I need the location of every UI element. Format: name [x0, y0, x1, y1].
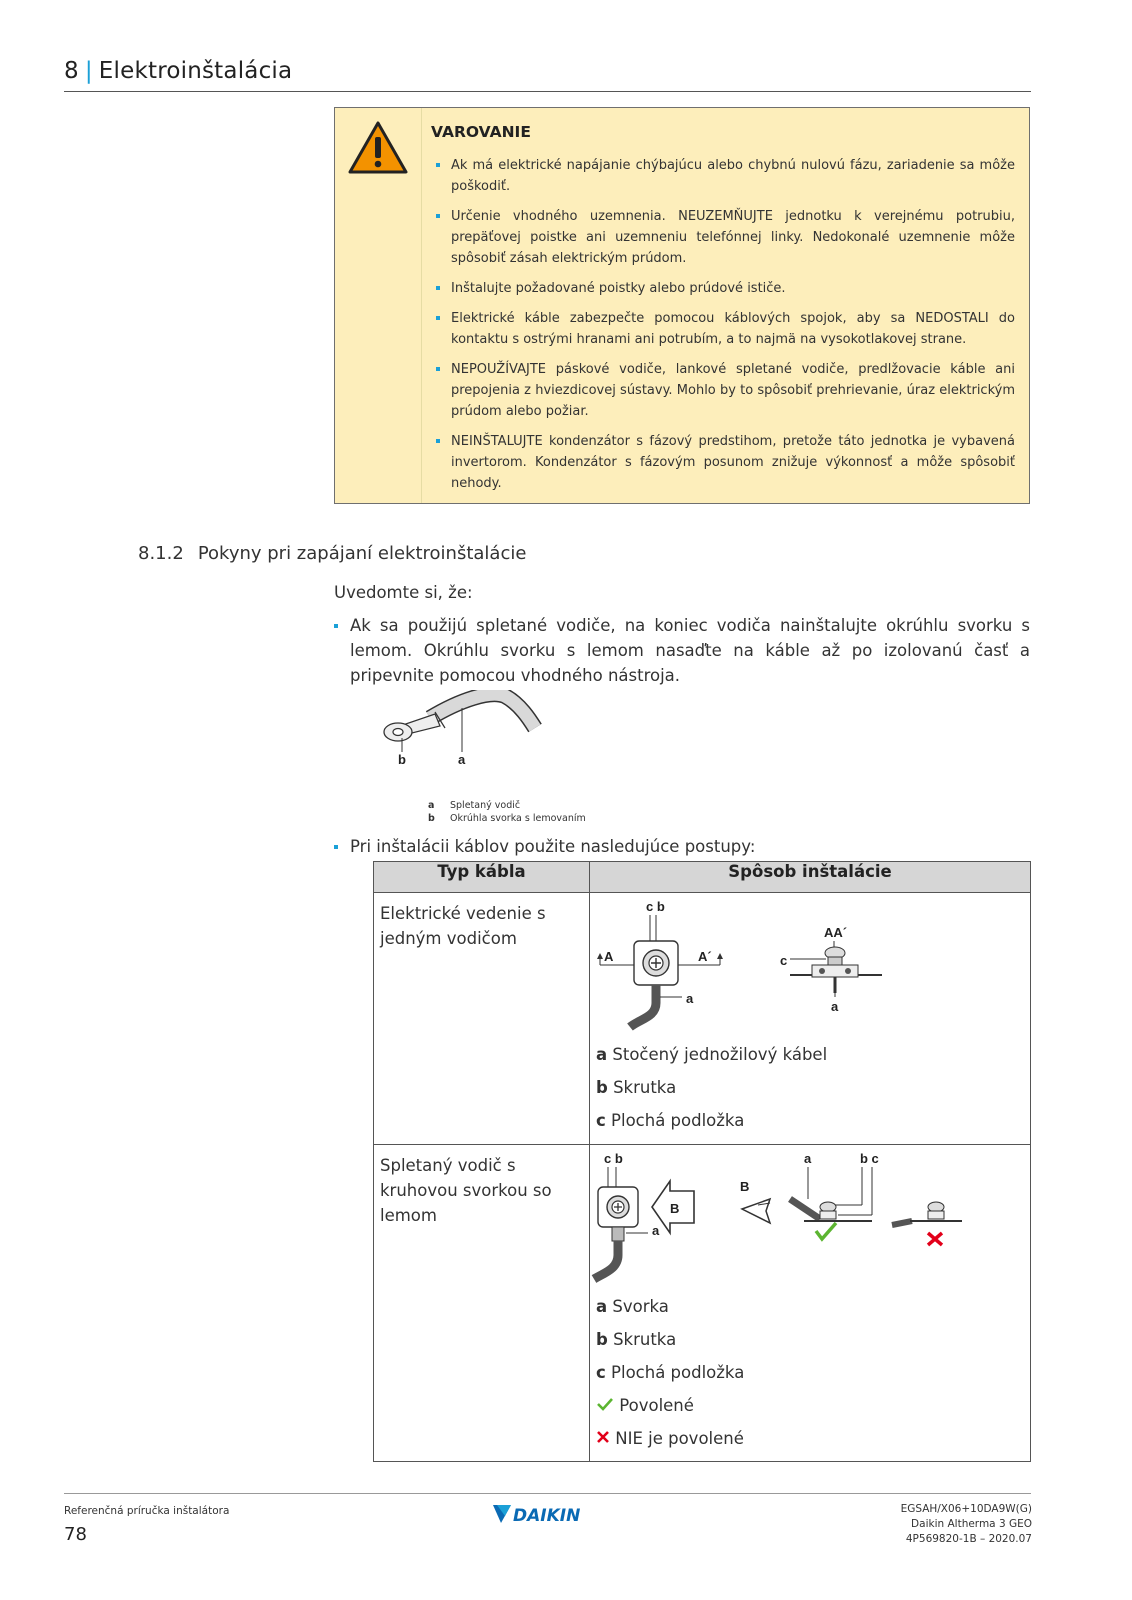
- footer-model-info: [901, 1502, 1032, 1547]
- fig2-label-A: A: [604, 949, 614, 964]
- legend-item: a Svorka: [596, 1297, 669, 1316]
- stranded-terminal-legend: [590, 1290, 1030, 1455]
- warning-item: NEINŠTALUJTE kondenzátor s fázový predstihom, pretože táto jednotka je vybavená invertorom. Kondenzátor s fázovým posunom znižuje výkonnosť a môže spôsobiť nehody.: [431, 431, 1015, 494]
- fig3-label-a2: a: [804, 1151, 812, 1166]
- fig3-label-bc: b c: [860, 1151, 879, 1166]
- stranded-terminal-figure: [590, 1145, 1030, 1290]
- warning-icon-column: [335, 108, 422, 503]
- footer-rule: [64, 1493, 1031, 1494]
- legend-item: c Plochá podložka: [596, 1111, 745, 1130]
- cable-type-cell: Elektrické vedenie s jedným vodičom: [374, 893, 590, 1145]
- check-icon: [596, 1397, 614, 1411]
- fig3-label-a: a: [652, 1223, 660, 1238]
- warning-title: VAROVANIE: [431, 123, 531, 141]
- fig3-label-B2: B: [740, 1179, 750, 1194]
- warning-item: Ak má elektrické napájanie chýbajúcu alebo chybnú nulovú fázu, zariadenie sa môže poškodiť.: [431, 155, 1015, 197]
- header-rule: [64, 91, 1031, 92]
- footer-doc-code: 4P569820-1B – 2020.07: [905, 1533, 1032, 1545]
- fig2-label-c: c: [780, 953, 788, 968]
- single-core-figure: [590, 893, 1030, 1038]
- daikin-logo: [493, 1503, 603, 1525]
- warning-item: Inštalujte požadované poistky alebo prúdové ističe.: [431, 278, 1015, 299]
- legend-item: c Plochá podložka: [596, 1363, 745, 1382]
- legend-item: b Skrutka: [596, 1330, 677, 1349]
- fig2-label-cb: c b: [646, 899, 665, 914]
- table-header-row: [374, 862, 1031, 893]
- bullet-text: Pri inštalácii káblov použite nasledujúce postupy:: [350, 837, 756, 856]
- warning-triangle-icon: [347, 120, 409, 176]
- footer-product: Daikin Altherma 3 GEO: [911, 1518, 1032, 1530]
- fig2-label-a2: a: [831, 999, 839, 1014]
- fig2-label-A2: A´: [698, 949, 712, 964]
- intro-text: Uvedomte si, že:: [334, 583, 473, 602]
- fig1-legend-b: b Okrúhla svorka s lemovaním: [428, 813, 586, 824]
- table-row: [374, 893, 1031, 1145]
- legend-item: b Skrutka: [596, 1078, 677, 1097]
- warning-list: [431, 155, 1015, 503]
- page-header: [64, 58, 292, 84]
- cross-icon: [928, 1233, 942, 1245]
- bullet-marker: [334, 624, 338, 628]
- warning-item: Určenie vhodného uzemnenia. NEUZEMŇUJTE jednotku k verejnému potrubiu, prepäťovej poistke ani uzemneniu telefónnej linky. Nedokonalé uzemnenie môže spôsobiť zásah elektrickým prúdom.: [431, 206, 1015, 269]
- brand-name: DAIKIN: [513, 1506, 581, 1525]
- column-header-install-method: Spôsob inštalácie: [590, 862, 1031, 893]
- fig2-label-a: a: [686, 991, 694, 1006]
- fig1-label-a: a: [458, 752, 466, 767]
- page-number: 78: [64, 1524, 87, 1545]
- footer-doc-title: Referenčná príručka inštalátora: [64, 1505, 230, 1517]
- install-method-cell: [590, 893, 1031, 1145]
- single-core-legend: [590, 1038, 1030, 1137]
- footer-model: EGSAH/X06+10DA9W(G): [900, 1503, 1032, 1515]
- column-header-cable-type: Typ kábla: [374, 862, 590, 893]
- chapter-number: 8: [64, 58, 79, 84]
- bullet-marker: [334, 845, 338, 849]
- header-separator: |: [84, 58, 93, 84]
- legend-item-not-allowed: NIE je povolené: [590, 1422, 1030, 1455]
- fig3-label-B: B: [670, 1201, 680, 1216]
- table-row: [374, 1145, 1031, 1462]
- section-title: Pokyny pri zapájaní elektroinštalácie: [197, 543, 527, 564]
- bullet-text: Ak sa použijú spletané vodiče, na koniec vodiča nainštalujte okrúhlu svorku s lemom. Okrúhlu svorku s lemom nasaďte na káble až po izolovanú časť a pripevnite pomocou vhodného nástroja.: [350, 616, 1030, 685]
- fig2-label-AA: AA´: [824, 925, 848, 940]
- cable-install-table: [373, 861, 1031, 1462]
- crimp-terminal-figure: [380, 690, 550, 780]
- section-number: 8.1.2: [138, 543, 184, 564]
- chapter-title: Elektroinštalácia: [98, 58, 293, 84]
- cross-icon: [596, 1430, 610, 1444]
- fig1-label-b: b: [398, 752, 406, 767]
- section-heading: [138, 543, 526, 564]
- cable-type-cell: Spletaný vodič s kruhovou svorkou so lemom: [374, 1145, 590, 1462]
- fig1-legend-a: a Spletaný vodič: [428, 800, 521, 811]
- legend-item-allowed: Povolené: [590, 1389, 1030, 1422]
- fig3-label-cb: c b: [604, 1151, 623, 1166]
- bullet-crimp-terminal: [350, 613, 1030, 688]
- bullet-install-procedure: [350, 834, 1030, 859]
- check-icon: [816, 1223, 836, 1239]
- install-method-cell: [590, 1145, 1031, 1462]
- legend-item: a Stočený jednožilový kábel: [596, 1045, 828, 1064]
- warning-item: Elektrické káble zabezpečte pomocou káblových spojok, aby sa NEDOSTALI do kontaktu s ostrými hranami ani potrubím, a to najmä na vysokotlakovej strane.: [431, 308, 1015, 350]
- warning-box: [334, 107, 1030, 504]
- warning-item: NEPOUŽÍVAJTE páskové vodiče, lankové spletané vodiče, predlžovacie káble ani prepojenia z hviezdicovej sústavy. Mohlo by to spôsobiť prehrievanie, úraz elektrickým prúdom alebo požiar.: [431, 359, 1015, 422]
